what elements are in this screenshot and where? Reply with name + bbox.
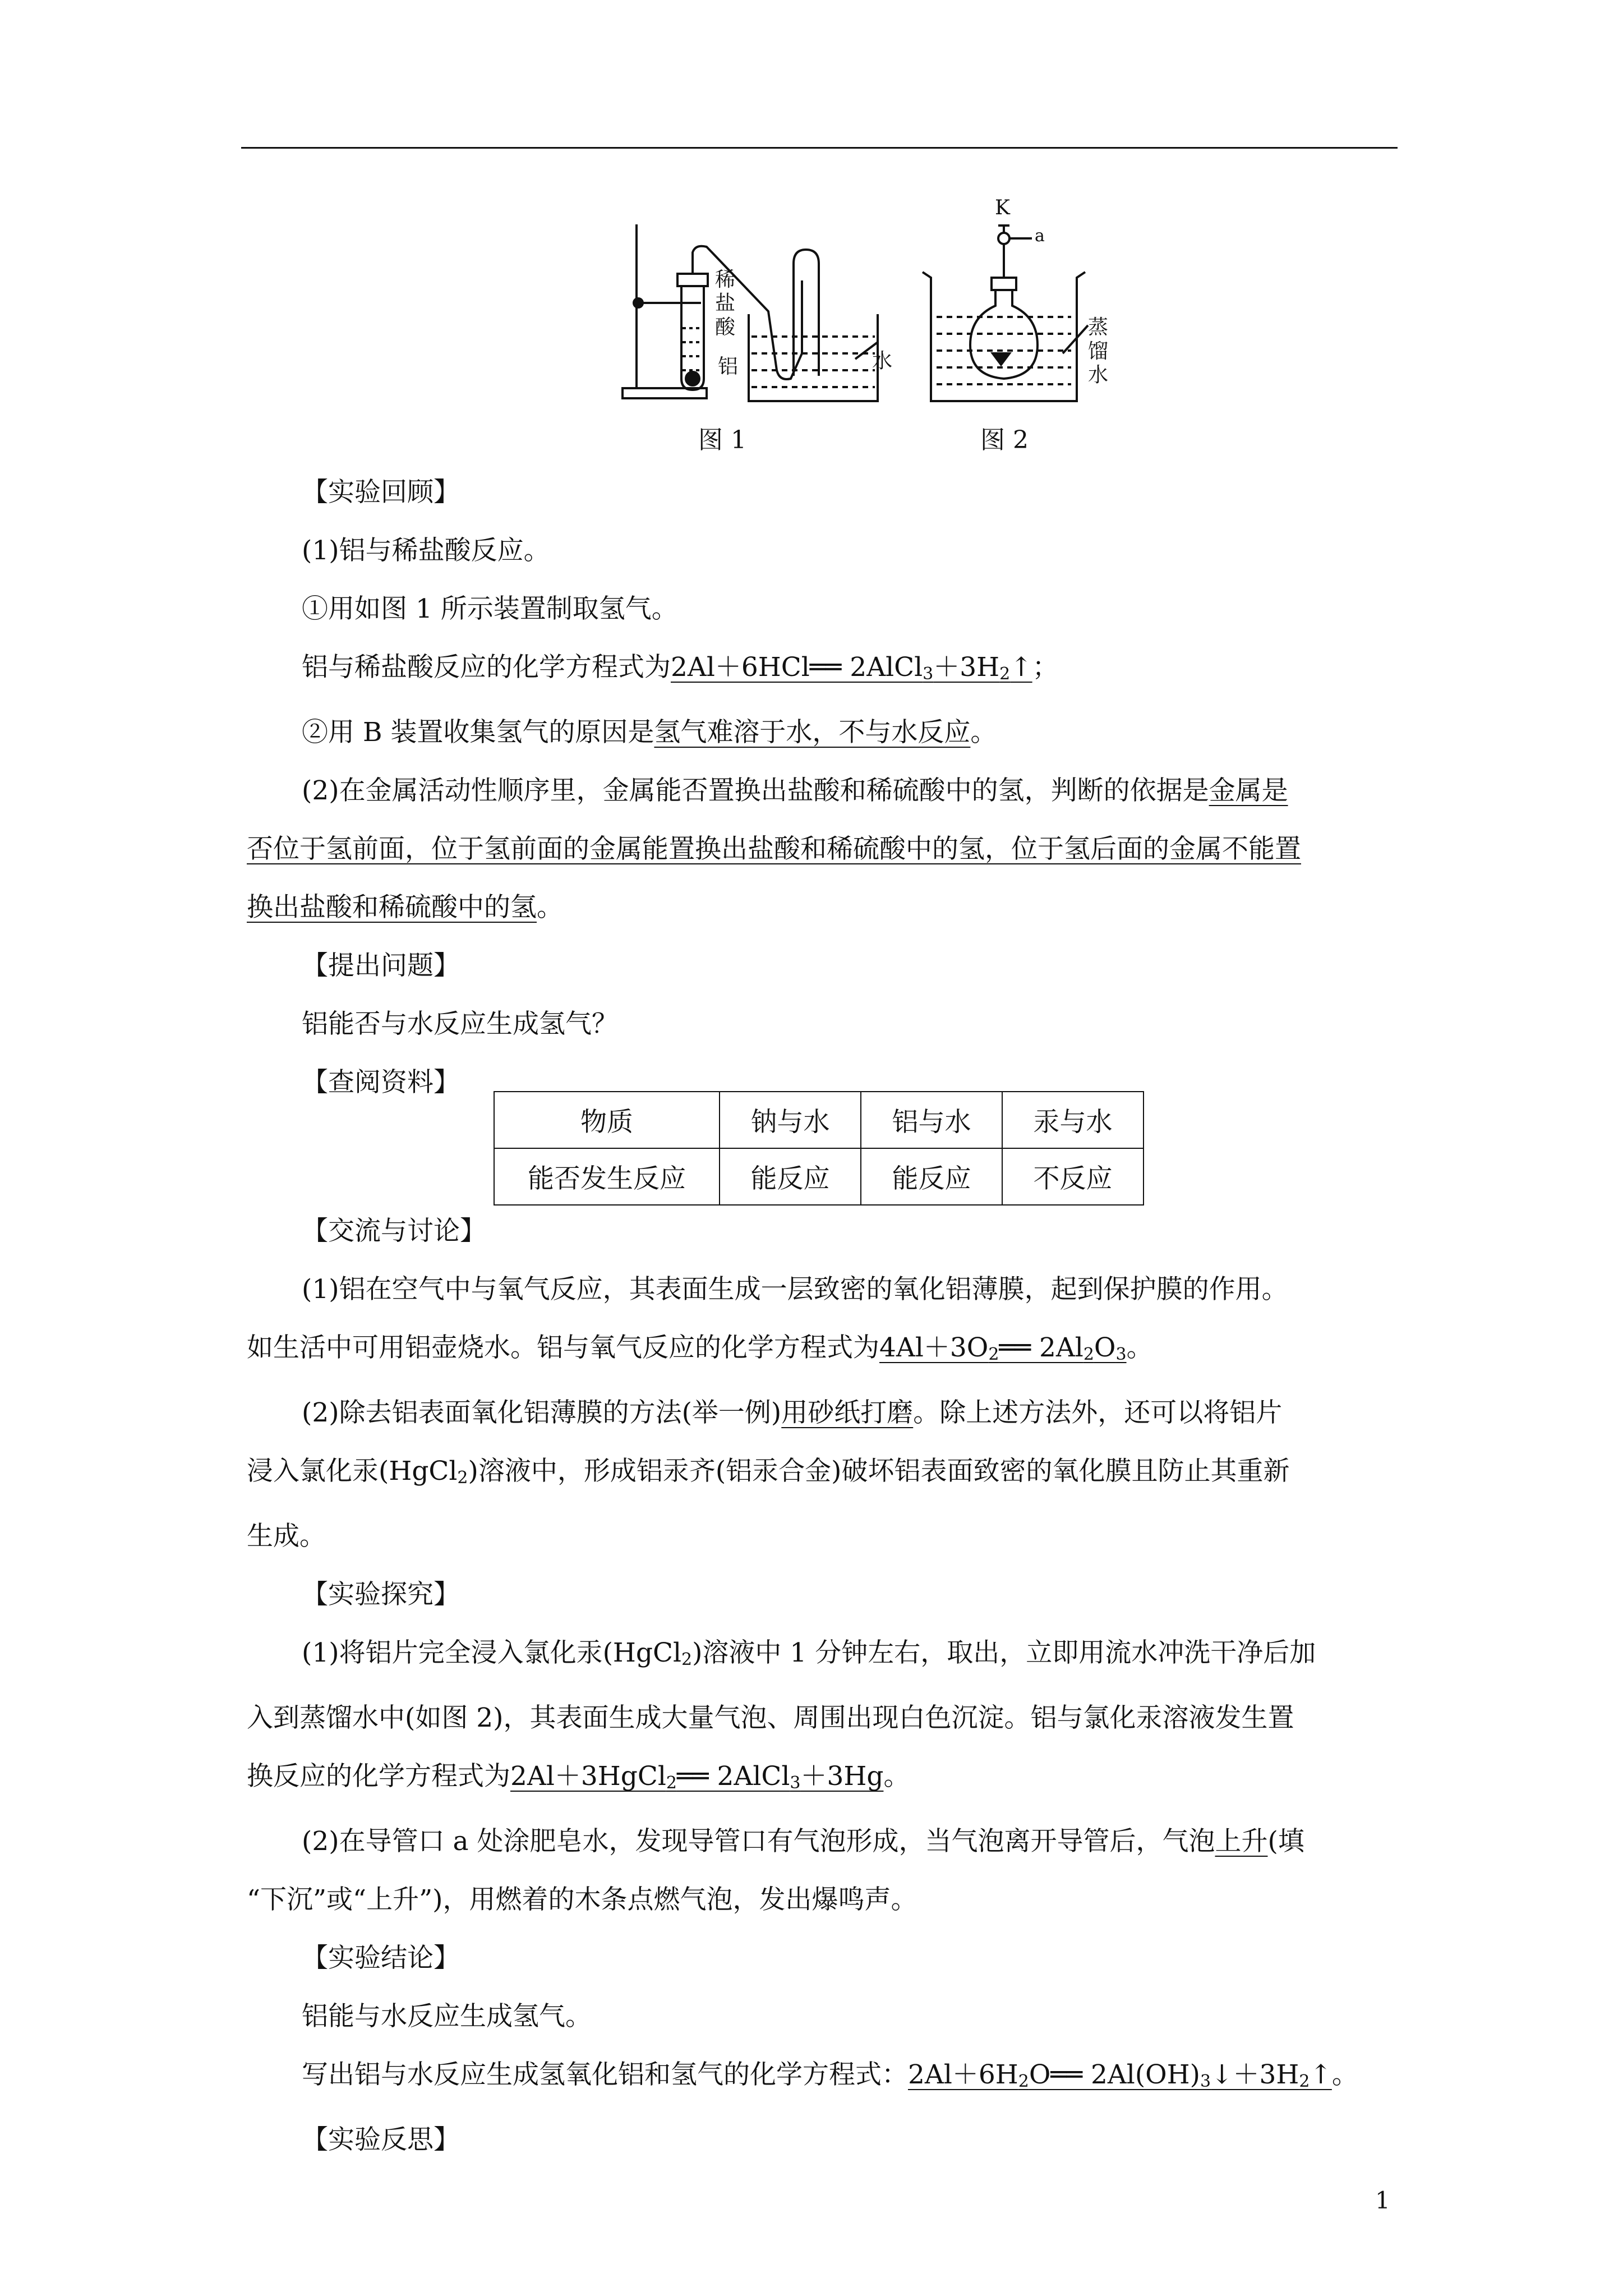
fig2-label-k: K bbox=[995, 196, 1010, 219]
table-cell: 钠与水 bbox=[720, 1092, 861, 1148]
text-line: 写出铝与水反应生成氢氧化铝和氢气的化学方程式：$2Al+6H_2O══$ $2Al(OH)_3↓+3H_2↑$。 bbox=[302, 2059, 1358, 2091]
answer-equation: $4Al+3O_2══$ $2Al_2O_3$ bbox=[879, 1332, 1127, 1364]
table-cell: 铝与水 bbox=[861, 1092, 1002, 1148]
fig1-label-al: 铝 bbox=[718, 355, 739, 378]
figure-2-caption: 图 2 bbox=[980, 426, 1029, 454]
body-block-1 bbox=[247, 463, 1301, 1112]
apparatus-diagram bbox=[606, 185, 1155, 466]
text-line: (1)将铝片完全浸入氯化汞(HgCl$_2$)溶液中 1 分钟左右，取出，立即用流水冲洗干净后加 bbox=[302, 1637, 1316, 1669]
fig2-label-dw-3: 水 bbox=[1088, 364, 1109, 386]
page-number: 1 bbox=[1375, 2187, 1390, 2214]
table-cell: 汞与水 bbox=[1002, 1092, 1144, 1148]
fig2-label-dw-1: 蒸 bbox=[1088, 316, 1109, 339]
experiment-figures bbox=[606, 185, 1155, 466]
section-heading-question: 【提出问题】 bbox=[302, 950, 460, 981]
text-line bbox=[247, 820, 1301, 878]
answer-text: 金属是 bbox=[1209, 775, 1288, 806]
section-heading-reference: 【查阅资料】 bbox=[302, 1067, 460, 1098]
text-line: 铝能与水反应生成氢气。 bbox=[302, 2001, 592, 2032]
section-heading-discussion: 【交流与讨论】 bbox=[302, 1216, 486, 1246]
answer-equation: $2Al+6H_2O══$ $2Al(OH)_3↓+3H_2↑$ bbox=[908, 2059, 1332, 2091]
text-line: 入到蒸馏水中(如图 2)，其表面生成大量气泡、周围出现白色沉淀。铝与氯化汞溶液发生置 bbox=[247, 1703, 1294, 1733]
body-block-2 bbox=[247, 1202, 1358, 2169]
figure-1-caption: 图 1 bbox=[698, 426, 746, 454]
fig1-label-water: 水 bbox=[872, 349, 893, 372]
table-cell: 能反应 bbox=[861, 1148, 1002, 1205]
text-line: (1)铝在空气中与氧气反应，其表面生成一层致密的氧化铝薄膜，起到保护膜的作用。 bbox=[302, 1274, 1288, 1305]
text-line: “下沉”或“上升”)，用燃着的木条点燃气泡，发出爆鸣声。 bbox=[247, 1884, 917, 1915]
section-heading-reflection: 【实验反思】 bbox=[302, 2124, 460, 2155]
section-heading-explore: 【实验探究】 bbox=[302, 1579, 460, 1610]
text-line: 如生活中可用铝壶烧水。铝与氧气反应的化学方程式为$4Al+3O_2══$ $2Al_2O_3$。 bbox=[247, 1332, 1153, 1364]
text-line: 换出盐酸和稀硫酸中的氢。 bbox=[247, 892, 563, 923]
fig2-label-dw-2: 馏 bbox=[1088, 340, 1109, 363]
section-heading-conclusion: 【实验结论】 bbox=[302, 1943, 460, 1973]
fig1-label-acid-1: 稀 bbox=[715, 268, 736, 291]
header-rule bbox=[241, 147, 1398, 149]
text-line: 生成。 bbox=[247, 1521, 326, 1552]
text-line: 换反应的化学方程式为2Al＋3HgCl$_2$══ 2AlCl$_3$＋3Hg。 bbox=[247, 1761, 910, 1793]
fig2-label-a: a bbox=[1035, 226, 1045, 246]
section-heading-review: 【实验回顾】 bbox=[302, 477, 460, 508]
text-line: 浸入氯化汞(HgCl$_2$)溶液中，形成铝汞齐(铝汞合金)破坏铝表面致密的氧化膜且防止其重新 bbox=[247, 1456, 1290, 1488]
text-line: (2)除去铝表面氧化铝薄膜的方法(举一例)用砂纸打磨。除上述方法外，还可以将铝片 bbox=[302, 1397, 1283, 1428]
answer-equation: 2Al＋6HCl══ $2AlCl_3+3H_2↑$ bbox=[671, 652, 1032, 684]
answer-text: 换出盐酸和稀硫酸中的氢 bbox=[247, 892, 537, 923]
text-line: 铝与稀盐酸反应的化学方程式为2Al＋6HCl══ $2AlCl_3+3H_2↑$； bbox=[302, 652, 1059, 684]
answer-text: 氢气难溶于水，不与水反应 bbox=[654, 717, 971, 748]
table-row bbox=[494, 1148, 1144, 1205]
answer-equation: 2Al＋3HgCl$_2$══ 2AlCl$_3$＋3Hg bbox=[510, 1761, 884, 1793]
table-row bbox=[494, 1092, 1144, 1148]
figure-1-apparatus bbox=[623, 224, 878, 401]
answer-text: 上升 bbox=[1215, 1826, 1268, 1857]
table-cell: 不反应 bbox=[1002, 1148, 1144, 1205]
text-line: (2)在金属活动性顺序里，金属能否置换出盐酸和稀硫酸中的氢，判断的依据是金属是 bbox=[302, 775, 1288, 806]
table-cell: 物质 bbox=[494, 1092, 720, 1148]
text-line: (1)铝与稀盐酸反应。 bbox=[302, 535, 550, 566]
reaction-table bbox=[494, 1091, 1144, 1205]
answer-text: 用砂纸打磨 bbox=[781, 1397, 914, 1428]
answer-text: 否位于氢前面，位于氢前面的金属能置换出盐酸和稀硫酸中的氢，位于氢后面的金属不能置 bbox=[247, 834, 1301, 864]
text-line: ②用 B 装置收集氢气的原因是氢气难溶于水，不与水反应。 bbox=[302, 717, 997, 748]
table-cell: 能否发生反应 bbox=[494, 1148, 720, 1205]
figure-2-apparatus bbox=[923, 226, 1088, 401]
text-line: (2)在导管口 a 处涂肥皂水，发现导管口有气泡形成，当气泡离开导管后，气泡上升(填 bbox=[302, 1826, 1304, 1857]
table-cell: 能反应 bbox=[720, 1148, 861, 1205]
fig1-label-acid-2: 盐 bbox=[715, 292, 736, 315]
text-line: ①用如图 1 所示装置制取氢气。 bbox=[302, 593, 678, 624]
text-line: 铝能否与水反应生成氢气？ bbox=[302, 1009, 618, 1039]
fig1-label-acid-3: 酸 bbox=[715, 316, 736, 339]
